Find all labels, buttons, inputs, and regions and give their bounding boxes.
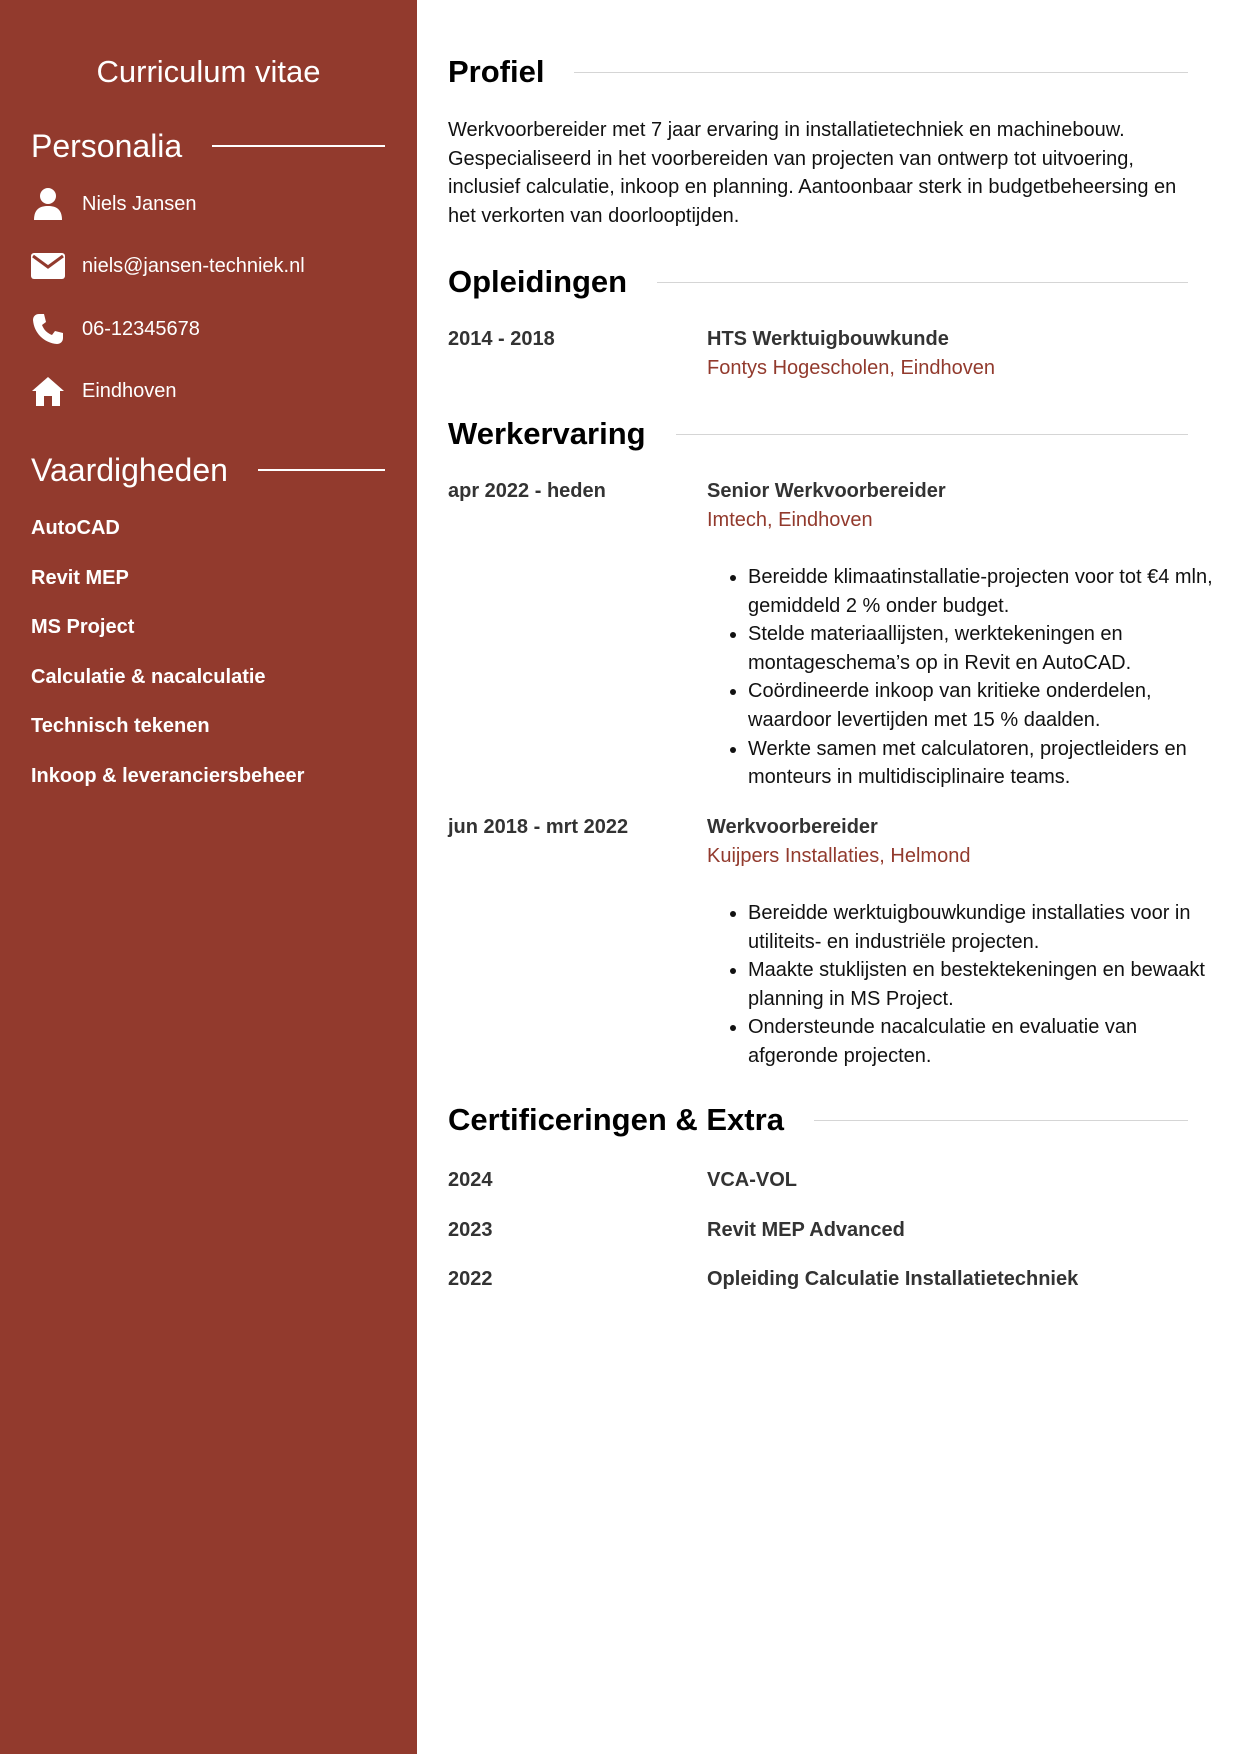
profiel-heading-label: Profiel: [448, 54, 545, 89]
cert-year: 2024: [448, 1169, 493, 1191]
job-bullets: [707, 899, 1229, 1071]
cert-title: Opleiding Calculatie Installatietechniek: [707, 1268, 1079, 1290]
cert-year: 2022: [448, 1268, 493, 1290]
certificeringen-heading: [448, 1100, 1188, 1140]
skill-item: MS Project: [31, 616, 135, 638]
skill-item: AutoCAD: [31, 517, 120, 539]
contact-location-text: Eindhoven: [82, 380, 177, 402]
skill-item: Technisch tekenen: [31, 715, 210, 737]
vaardigheden-heading-label: Vaardigheden: [31, 452, 228, 488]
contact-email[interactable]: [30, 246, 305, 286]
skill-item: Revit MEP: [31, 567, 129, 589]
section-divider: [676, 434, 1188, 435]
education-date: 2014 - 2018: [448, 328, 555, 350]
cert-title: Revit MEP Advanced: [707, 1219, 905, 1241]
contact-email-text[interactable]: niels@jansen-techniek.nl: [82, 255, 305, 277]
document-title: Curriculum vitae: [96, 54, 321, 89]
job-bullet: • Maakte stuklijsten en bestektekeningen en bewaakt planning in MS Project.: [748, 956, 1229, 1013]
vaardigheden-heading: [31, 450, 385, 490]
profiel-heading: [448, 52, 1188, 92]
skill-item: Calculatie & nacalculatie: [31, 666, 266, 688]
job-employer: Kuijpers Installaties, Helmond: [707, 845, 971, 867]
contact-name: [30, 184, 197, 224]
contact-phone-text[interactable]: 06-12345678: [82, 318, 200, 340]
section-divider: [574, 72, 1188, 73]
section-divider: [814, 1120, 1188, 1121]
werkervaring-heading-label: Werkervaring: [448, 416, 646, 451]
user-icon: [30, 186, 66, 222]
contact-name-text: Niels Jansen: [82, 193, 197, 215]
profile-text: Werkvoorbereider met 7 jaar ervaring in installatietechniek en machinebouw. Gespecialiseerd in het voorbereiden van projecten van ontwerp tot uitvoering, inclusief calculatie, inkoop en planning. Aantoonbaar sterk in budgetbeheersing en het verkorten van doorlooptijden.: [448, 119, 1177, 227]
job-bullets: [707, 563, 1229, 792]
education-institution: Fontys Hogescholen, Eindhoven: [707, 357, 995, 379]
job-bullet: • Bereidde klimaatinstallatie-projecten voor tot €4 mln, gemiddeld 2 % onder budget.: [748, 563, 1229, 620]
personalia-heading-label: Personalia: [31, 128, 183, 164]
education-title: HTS Werktuigbouwkunde: [707, 328, 949, 350]
job-title: Werkvoorbereider: [707, 816, 878, 838]
main-content: [448, 0, 1213, 1754]
heading-divider: [258, 469, 385, 471]
phone-icon: [30, 311, 66, 347]
werkervaring-heading: [448, 414, 1188, 454]
cert-title: VCA-VOL: [707, 1169, 797, 1191]
job-bullet: • Bereidde werktuigbouwkundige installaties voor in utiliteits- en industriële projecten.: [748, 899, 1229, 956]
section-divider: [657, 282, 1188, 283]
job-date: jun 2018 - mrt 2022: [448, 816, 629, 838]
sidebar: [0, 0, 417, 1754]
skill-item: Inkoop & leveranciersbeheer: [31, 765, 305, 787]
envelope-icon: [30, 248, 66, 284]
job-date: apr 2022 - heden: [448, 480, 606, 502]
job-bullet: • Coördineerde inkoop van kritieke onderdelen, waardoor levertijden met 15 % daalden.: [748, 677, 1229, 734]
contact-phone[interactable]: [30, 309, 200, 349]
contact-location: [30, 371, 177, 411]
opleidingen-heading-label: Opleidingen: [448, 264, 628, 299]
heading-divider: [212, 145, 385, 147]
job-bullet: • Stelde materiaallijsten, werktekeningen en montageschema’s op in Revit en AutoCAD.: [748, 620, 1229, 677]
job-bullet: • Werkte samen met calculatoren, projectleiders en monteurs in multidisciplinaire teams.: [748, 735, 1229, 792]
certificeringen-heading-label: Certificeringen & Extra: [448, 1102, 784, 1137]
personalia-heading: [31, 126, 385, 166]
job-employer: Imtech, Eindhoven: [707, 509, 873, 531]
cert-year: 2023: [448, 1219, 493, 1241]
job-title: Senior Werkvoorbereider: [707, 480, 946, 502]
home-icon: [30, 373, 66, 409]
job-bullet: • Ondersteunde nacalculatie en evaluatie van afgeronde projecten.: [748, 1013, 1229, 1070]
opleidingen-heading: [448, 262, 1188, 302]
